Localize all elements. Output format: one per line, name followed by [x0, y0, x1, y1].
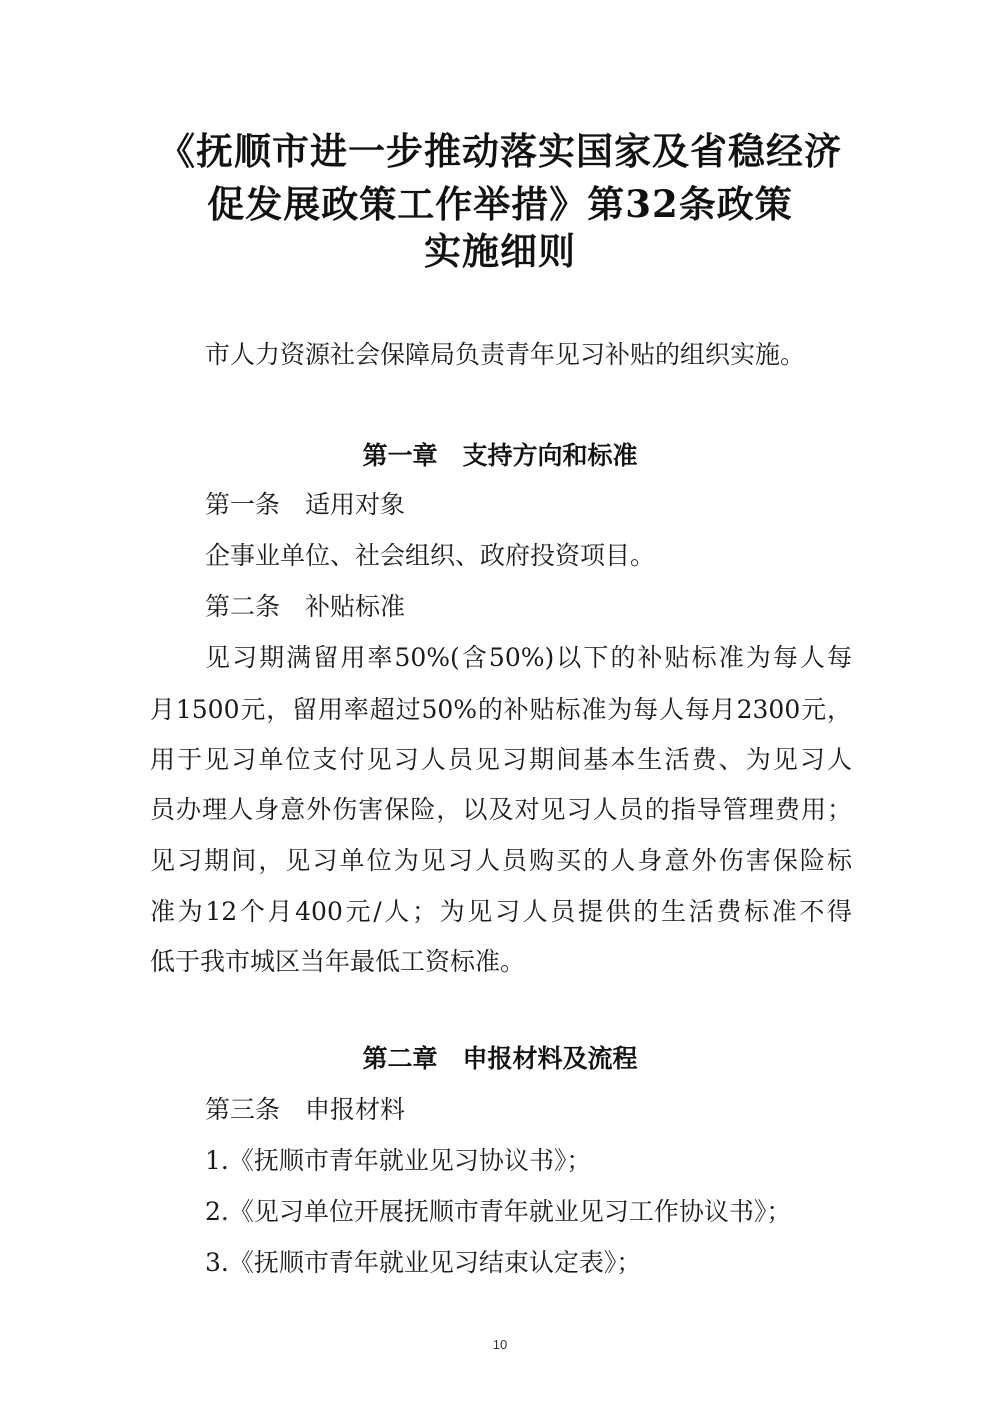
- page-number: 10: [492, 1337, 508, 1352]
- article-2-line-4: 员办理人身意外伤害保险，以及对见习人员的指导管理费用；: [150, 795, 852, 824]
- material-item-2: 2.《见习单位开展抚顺市青年就业见习工作协议书》；: [205, 1197, 792, 1226]
- chapter-2-heading: 第二章 申报材料及流程: [362, 1044, 638, 1073]
- article-2-line-6: 准为12个月400元/人；为见习人员提供的生活费标准不得: [150, 897, 852, 926]
- title-line-3: 实施细则: [424, 229, 576, 273]
- intro-paragraph: 市人力资源社会保障局负责青年见习补贴的组织实施。: [205, 340, 806, 369]
- article-1-body: 企事业单位、社会组织、政府投资项目。: [205, 541, 656, 570]
- chapter-1-heading: 第一章 支持方向和标准: [362, 441, 638, 470]
- article-3-heading: 第三条 申报材料: [205, 1095, 406, 1124]
- title-line-1: 《抚顺市进一步推动落实国家及省稳经济: [158, 129, 842, 173]
- article-2-line-5: 见习期间，见习单位为见习人员购买的人身意外伤害保险标: [150, 846, 852, 875]
- article-2-line-3: 用于见习单位支付见习人员见习期间基本生活费、为见习人: [150, 745, 852, 774]
- article-2-line-7: 低于我市城区当年最低工资标准。: [150, 947, 526, 976]
- title-line-2: 促发展政策工作举措》第32条政策: [207, 182, 793, 226]
- article-2-line-1: 见习期满留用率50%(含50%)以下的补贴标准为每人每: [205, 643, 852, 672]
- article-2-line-2: 月1500元，留用率超过50%的补贴标准为每人每月2300元，: [150, 695, 852, 724]
- material-item-1: 1.《抚顺市青年就业见习协议书》；: [205, 1146, 592, 1175]
- article-2-heading: 第二条 补贴标准: [205, 592, 406, 621]
- article-1-heading: 第一条 适用对象: [205, 490, 406, 519]
- material-item-3: 3.《抚顺市青年就业见习结束认定表》；: [205, 1248, 642, 1277]
